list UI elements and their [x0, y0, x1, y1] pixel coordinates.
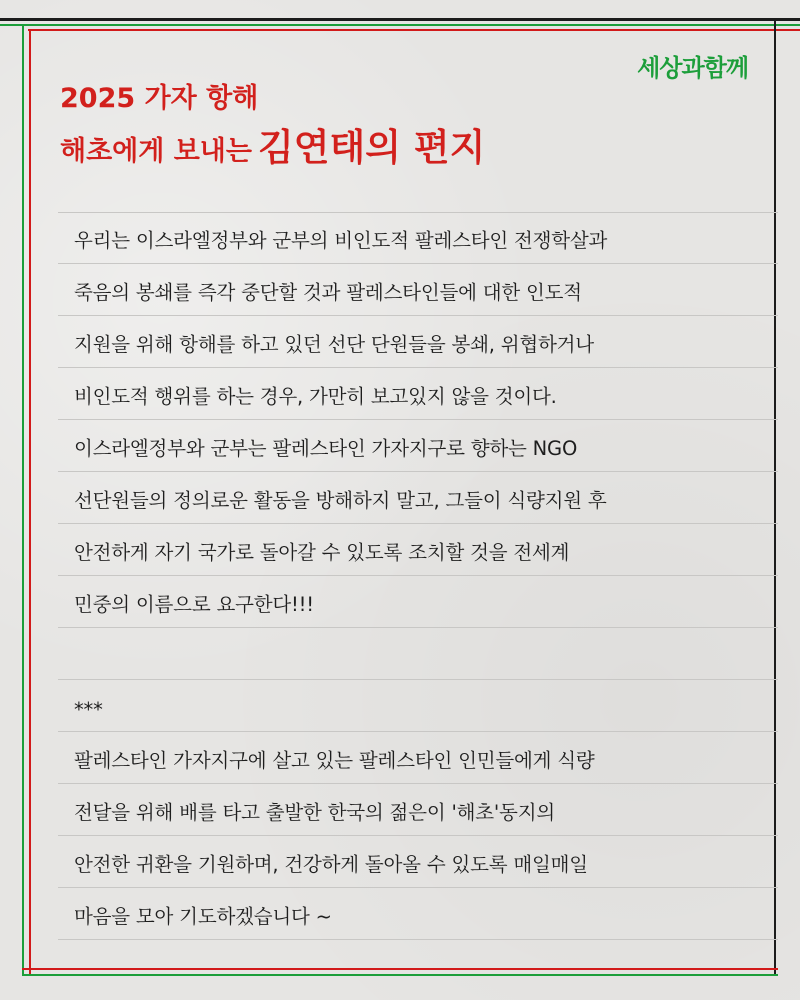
- letter-text: 민중의 이름으로 요구한다!!!: [74, 593, 314, 616]
- top-border-black: [0, 18, 800, 21]
- title-highlight: 김연태의 편지: [257, 126, 486, 169]
- title-line-1: 2025 가자 항해: [60, 83, 259, 114]
- bottom-border-green: [22, 974, 778, 976]
- top-border-green: [0, 24, 800, 26]
- letter-line: [58, 420, 778, 472]
- letter-text: 안전하게 자기 국가로 돌아갈 수 있도록 조치할 것을 전세계: [74, 541, 570, 564]
- title-line-2: [60, 126, 485, 177]
- letter-line: [58, 888, 778, 940]
- letter-line: [58, 264, 778, 316]
- letter-text: 선단원들의 정의로운 활동을 방해하지 말고, 그들이 식량지원 후: [74, 489, 607, 512]
- letter-line: [58, 576, 778, 628]
- letter-text: 죽음의 봉쇄를 즉각 중단할 것과 팔레스타인들에 대한 인도적: [74, 281, 582, 304]
- letter-text: 비인도적 행위를 하는 경우, 가만히 보고있지 않을 것이다.: [74, 385, 557, 408]
- letter-line: [58, 368, 778, 420]
- left-border-green: [22, 24, 24, 976]
- title-prefix: 해초에게 보내는: [60, 136, 252, 167]
- letter-line: [58, 472, 778, 524]
- letter-line: [58, 628, 778, 680]
- letter-line: [58, 212, 778, 264]
- letter-line: [58, 680, 778, 732]
- letter-text: ***: [74, 698, 103, 721]
- letter-line: [58, 784, 778, 836]
- letter-body: [58, 212, 778, 940]
- letter-line: [58, 524, 778, 576]
- bottom-border-red: [22, 968, 778, 970]
- top-border-red: [28, 29, 800, 31]
- page-title: [60, 82, 485, 177]
- left-border-red: [29, 29, 31, 974]
- letter-text: 안전한 귀환을 기원하며, 건강하게 돌아올 수 있도록 매일매일: [74, 853, 588, 876]
- letter-line: [58, 836, 778, 888]
- letter-text: 팔레스타인 가자지구에 살고 있는 팔레스타인 인민들에게 식량: [74, 749, 595, 772]
- organization-logo: 세상과함께: [637, 54, 748, 82]
- letter-text: 지원을 위해 항해를 하고 있던 선단 단원들을 봉쇄, 위협하거나: [74, 333, 594, 356]
- letter-line: [58, 316, 778, 368]
- letter-text: 마음을 모아 기도하겠습니다 ~: [74, 905, 332, 928]
- letter-text: 우리는 이스라엘정부와 군부의 비인도적 팔레스타인 전쟁학살과: [74, 229, 608, 252]
- letter-text: 이스라엘정부와 군부는 팔레스타인 가자지구로 향하는 NGO: [74, 437, 578, 460]
- letter-line: [58, 732, 778, 784]
- letter-text: 전달을 위해 배를 타고 출발한 한국의 젊은이 '해초'동지의: [74, 801, 555, 824]
